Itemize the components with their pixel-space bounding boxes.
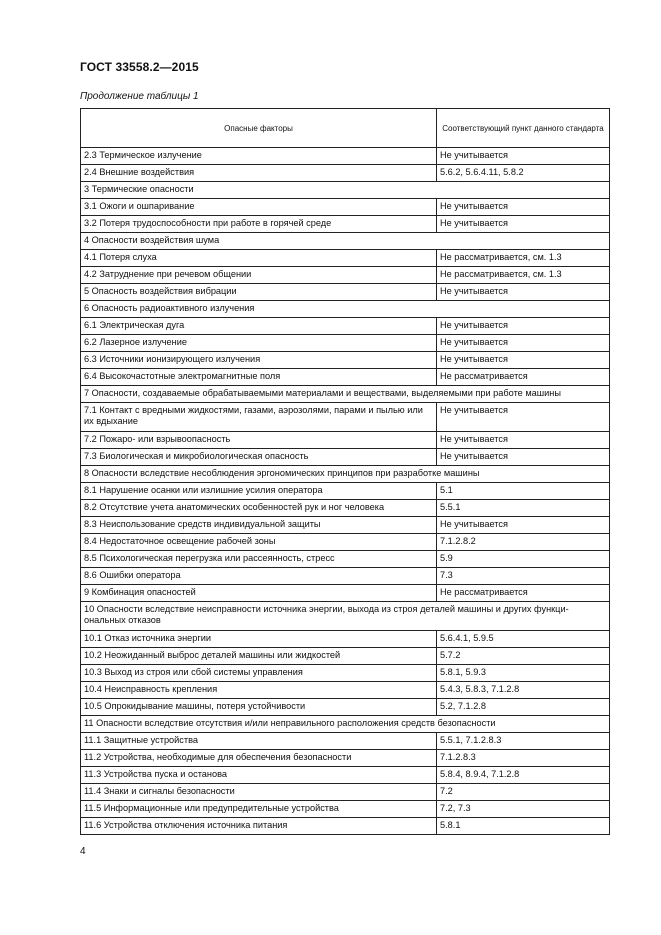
table-header-row (81, 109, 610, 148)
table-row (81, 233, 610, 250)
hazard-factor-cell: 4.2 Затруднение при речевом общении (81, 267, 437, 284)
section-heading-cell: 6 Опасность радиоактивного излучения (81, 301, 610, 318)
clause-reference-cell: Не учитывается (437, 148, 610, 165)
table-row (81, 466, 610, 483)
hazards-table (80, 108, 610, 835)
clause-reference-cell: 5.5.1 (437, 500, 610, 517)
table-row (81, 148, 610, 165)
hazard-factor-cell: 8.5 Психологическая перегрузка или рассеянность, стресс (81, 551, 437, 568)
table-row (81, 818, 610, 835)
hazard-factor-cell: 9 Комбинация опасностей (81, 585, 437, 602)
table-row (81, 568, 610, 585)
clause-reference-cell: Не учитывается (437, 352, 610, 369)
table-row (81, 386, 610, 403)
table-row (81, 602, 610, 631)
clause-reference-cell: 7.3 (437, 568, 610, 585)
hazard-factor-cell: 11.5 Информационные или предупредительные устройства (81, 801, 437, 818)
hazard-factor-cell: 8.1 Нарушение осанки или излишние усилия оператора (81, 483, 437, 500)
clause-reference-cell: 7.1.2.8.2 (437, 534, 610, 551)
table-row (81, 585, 610, 602)
table-row (81, 403, 610, 432)
hazard-factor-cell: 2.3 Термическое излучение (81, 148, 437, 165)
clause-reference-cell: Не учитывается (437, 216, 610, 233)
clause-reference-cell: Не учитывается (437, 284, 610, 301)
table-row (81, 500, 610, 517)
table-row (81, 551, 610, 568)
table-row (81, 631, 610, 648)
table-row (81, 267, 610, 284)
section-heading-cell: 7 Опасности, создаваемые обрабатываемыми материалами и веществами, выделяемыми при работе машины (81, 386, 610, 403)
table-row (81, 449, 610, 466)
clause-reference-cell: Не учитывается (437, 318, 610, 335)
column-header-hazards: Опасные факторы (81, 109, 437, 148)
hazard-factor-cell: 3.2 Потеря трудоспособности при работе в горячей среде (81, 216, 437, 233)
table-row (81, 432, 610, 449)
hazard-factor-cell: 5 Опасность воздействия вибрации (81, 284, 437, 301)
hazard-factor-cell: 8.6 Ошибки оператора (81, 568, 437, 585)
section-heading-cell: 10 Опасности вследствие неисправности источника энергии, выхода из строя деталей машины и других функци-ональных отказов (81, 602, 610, 631)
hazard-factor-cell: 3.1 Ожоги и ошпаривание (81, 199, 437, 216)
table-row (81, 369, 610, 386)
table-caption: Продолжение таблицы 1 (80, 91, 199, 102)
clause-reference-cell: Не учитывается (437, 199, 610, 216)
hazard-factor-cell: 11.4 Знаки и сигналы безопасности (81, 784, 437, 801)
page-number: 4 (80, 846, 86, 857)
table-row (81, 665, 610, 682)
table-row (81, 648, 610, 665)
section-heading-cell: 4 Опасности воздействия шума (81, 233, 610, 250)
clause-reference-cell: Не учитывается (437, 403, 610, 432)
table-row (81, 716, 610, 733)
clause-reference-cell: 5.2, 7.1.2.8 (437, 699, 610, 716)
clause-reference-cell: Не учитывается (437, 517, 610, 534)
table-row (81, 534, 610, 551)
hazard-factor-cell: 11.1 Защитные устройства (81, 733, 437, 750)
clause-reference-cell: 7.2, 7.3 (437, 801, 610, 818)
hazard-factor-cell: 11.3 Устройства пуска и останова (81, 767, 437, 784)
hazard-factor-cell: 6.3 Источники ионизирующего излучения (81, 352, 437, 369)
section-heading-cell: 8 Опасности вследствие несоблюдения эргономических принципов при разработке машины (81, 466, 610, 483)
clause-reference-cell: Не учитывается (437, 449, 610, 466)
table-row (81, 182, 610, 199)
clause-reference-cell: 5.8.4, 8.9.4, 7.1.2.8 (437, 767, 610, 784)
hazard-factor-cell: 8.4 Недостаточное освещение рабочей зоны (81, 534, 437, 551)
hazard-factor-cell: 4.1 Потеря слуха (81, 250, 437, 267)
table-row (81, 699, 610, 716)
section-heading-cell: 3 Термические опасности (81, 182, 610, 199)
table-row (81, 517, 610, 534)
hazard-factor-cell: 11.6 Устройства отключения источника питания (81, 818, 437, 835)
table-row (81, 733, 610, 750)
table-row (81, 682, 610, 699)
clause-reference-cell: Не учитывается (437, 432, 610, 449)
hazard-factor-cell: 10.3 Выход из строя или сбой системы управления (81, 665, 437, 682)
table-row (81, 784, 610, 801)
table-row (81, 284, 610, 301)
clause-reference-cell: 7.1.2.8.3 (437, 750, 610, 767)
clause-reference-cell: Не рассматривается (437, 585, 610, 602)
hazard-factor-cell: 8.2 Отсутствие учета анатомических особенностей рук и ног человека (81, 500, 437, 517)
table-row (81, 250, 610, 267)
table-body (81, 148, 610, 835)
clause-reference-cell: Не рассматривается, см. 1.3 (437, 267, 610, 284)
section-heading-cell: 11 Опасности вследствие отсутствия и/или неправильного расположения средств безопасности (81, 716, 610, 733)
clause-reference-cell: 5.1 (437, 483, 610, 500)
clause-reference-cell: 5.4.3, 5.8.3, 7.1.2.8 (437, 682, 610, 699)
table-row (81, 483, 610, 500)
table-row (81, 335, 610, 352)
table-row (81, 801, 610, 818)
clause-reference-cell: 7.2 (437, 784, 610, 801)
clause-reference-cell: 5.6.2, 5.6.4.11, 5.8.2 (437, 165, 610, 182)
hazard-factor-cell: 6.1 Электрическая дуга (81, 318, 437, 335)
table-row (81, 750, 610, 767)
hazard-factor-cell: 10.1 Отказ источника энергии (81, 631, 437, 648)
clause-reference-cell: 5.8.1, 5.9.3 (437, 665, 610, 682)
table-row (81, 216, 610, 233)
clause-reference-cell: Не рассматривается (437, 369, 610, 386)
hazard-factor-cell: 10.5 Опрокидывание машины, потеря устойчивости (81, 699, 437, 716)
hazard-factor-cell: 7.1 Контакт с вредными жидкостями, газами, аэрозолями, парами и пылью или их вдыхание (81, 403, 437, 432)
hazard-factor-cell: 7.3 Биологическая и микробиологическая опасность (81, 449, 437, 466)
hazard-factor-cell: 6.2 Лазерное излучение (81, 335, 437, 352)
hazard-factor-cell: 8.3 Неиспользование средств индивидуальной защиты (81, 517, 437, 534)
hazard-factor-cell: 7.2 Пожаро- или взрывоопасность (81, 432, 437, 449)
clause-reference-cell: 5.7.2 (437, 648, 610, 665)
hazard-factor-cell: 10.4 Неисправность крепления (81, 682, 437, 699)
clause-reference-cell: Не рассматривается, см. 1.3 (437, 250, 610, 267)
table-row (81, 767, 610, 784)
table-row (81, 301, 610, 318)
clause-reference-cell: 5.9 (437, 551, 610, 568)
hazard-factor-cell: 10.2 Неожиданный выброс деталей машины или жидкостей (81, 648, 437, 665)
clause-reference-cell: 5.5.1, 7.1.2.8.3 (437, 733, 610, 750)
clause-reference-cell: Не учитывается (437, 335, 610, 352)
table-row (81, 165, 610, 182)
clause-reference-cell: 5.8.1 (437, 818, 610, 835)
document-header: ГОСТ 33558.2—2015 (80, 60, 199, 74)
hazard-factor-cell: 2.4 Внешние воздействия (81, 165, 437, 182)
table-row (81, 199, 610, 216)
hazard-factor-cell: 11.2 Устройства, необходимые для обеспечения безопасности (81, 750, 437, 767)
hazard-factor-cell: 6.4 Высокочастотные электромагнитные поля (81, 369, 437, 386)
table-row (81, 318, 610, 335)
column-header-clause: Соответствующий пункт данного стандарта (437, 109, 610, 148)
table-row (81, 352, 610, 369)
clause-reference-cell: 5.6.4.1, 5.9.5 (437, 631, 610, 648)
